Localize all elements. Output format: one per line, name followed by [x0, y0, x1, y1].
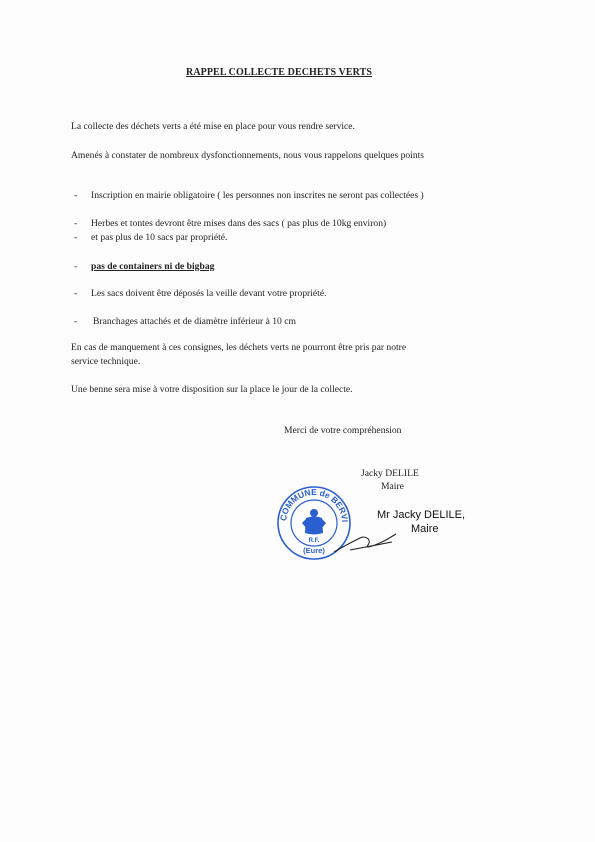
stamp-signatory-role: Maire: [411, 523, 439, 535]
intro-line-2: Amenés à constater de nombreux dysfonctionnements, nous vous rappelons quelques points: [71, 150, 425, 161]
seal-dept: (Eure): [303, 546, 325, 555]
warning-line-1: En cas de manquement à ces consignes, les déchets verts ne pourront être pris par notre: [71, 342, 407, 353]
bullet-dash: -: [74, 232, 78, 243]
bullet-bags: Herbes et tontes devront être mises dans des sacs ( pas plus de 10kg environ): [91, 218, 387, 229]
bullet-dash: -: [74, 218, 78, 229]
thanks-line: Merci de votre compréhension: [284, 425, 402, 436]
bullet-dash: -: [74, 190, 78, 201]
bullet-bag-limit: et pas plus de 10 sacs par propriété.: [91, 232, 228, 243]
bullet-registration: Inscription en mairie obligatoire ( les personnes non inscrites ne seront pas collectées ): [91, 190, 424, 201]
bullet-no-containers: pas de containers ni de bigbag: [91, 261, 215, 272]
page-title: RAPPEL COLLECTE DECHETS VERTS: [186, 67, 373, 78]
benne-notice: Une benne sera mise à votre disposition sur la place le jour de la collecte.: [71, 384, 353, 395]
bullet-dash: -: [74, 316, 78, 327]
signatory-name: Jacky DELILE: [361, 468, 419, 479]
bullet-deposit: Les sacs doivent être déposés la veille devant votre propriété.: [91, 288, 327, 299]
seal-rf: R.F.: [308, 538, 320, 544]
bullet-branches: Branchages attachés et de diamètre inférieur à 10 cm: [93, 316, 296, 327]
handwritten-signature: [330, 520, 410, 560]
seal-text: COMMUNE de BERVI: [278, 486, 351, 523]
bullet-dash: -: [74, 261, 78, 272]
signatory-role: Maire: [381, 481, 404, 492]
intro-line-1: La collecte des déchets verts a été mise en place pour vous rendre service.: [71, 121, 355, 132]
bullet-dash: -: [74, 288, 78, 299]
warning-line-2: service technique.: [71, 356, 141, 367]
stamp-signatory-name: Mr Jacky DELILE,: [377, 509, 466, 521]
